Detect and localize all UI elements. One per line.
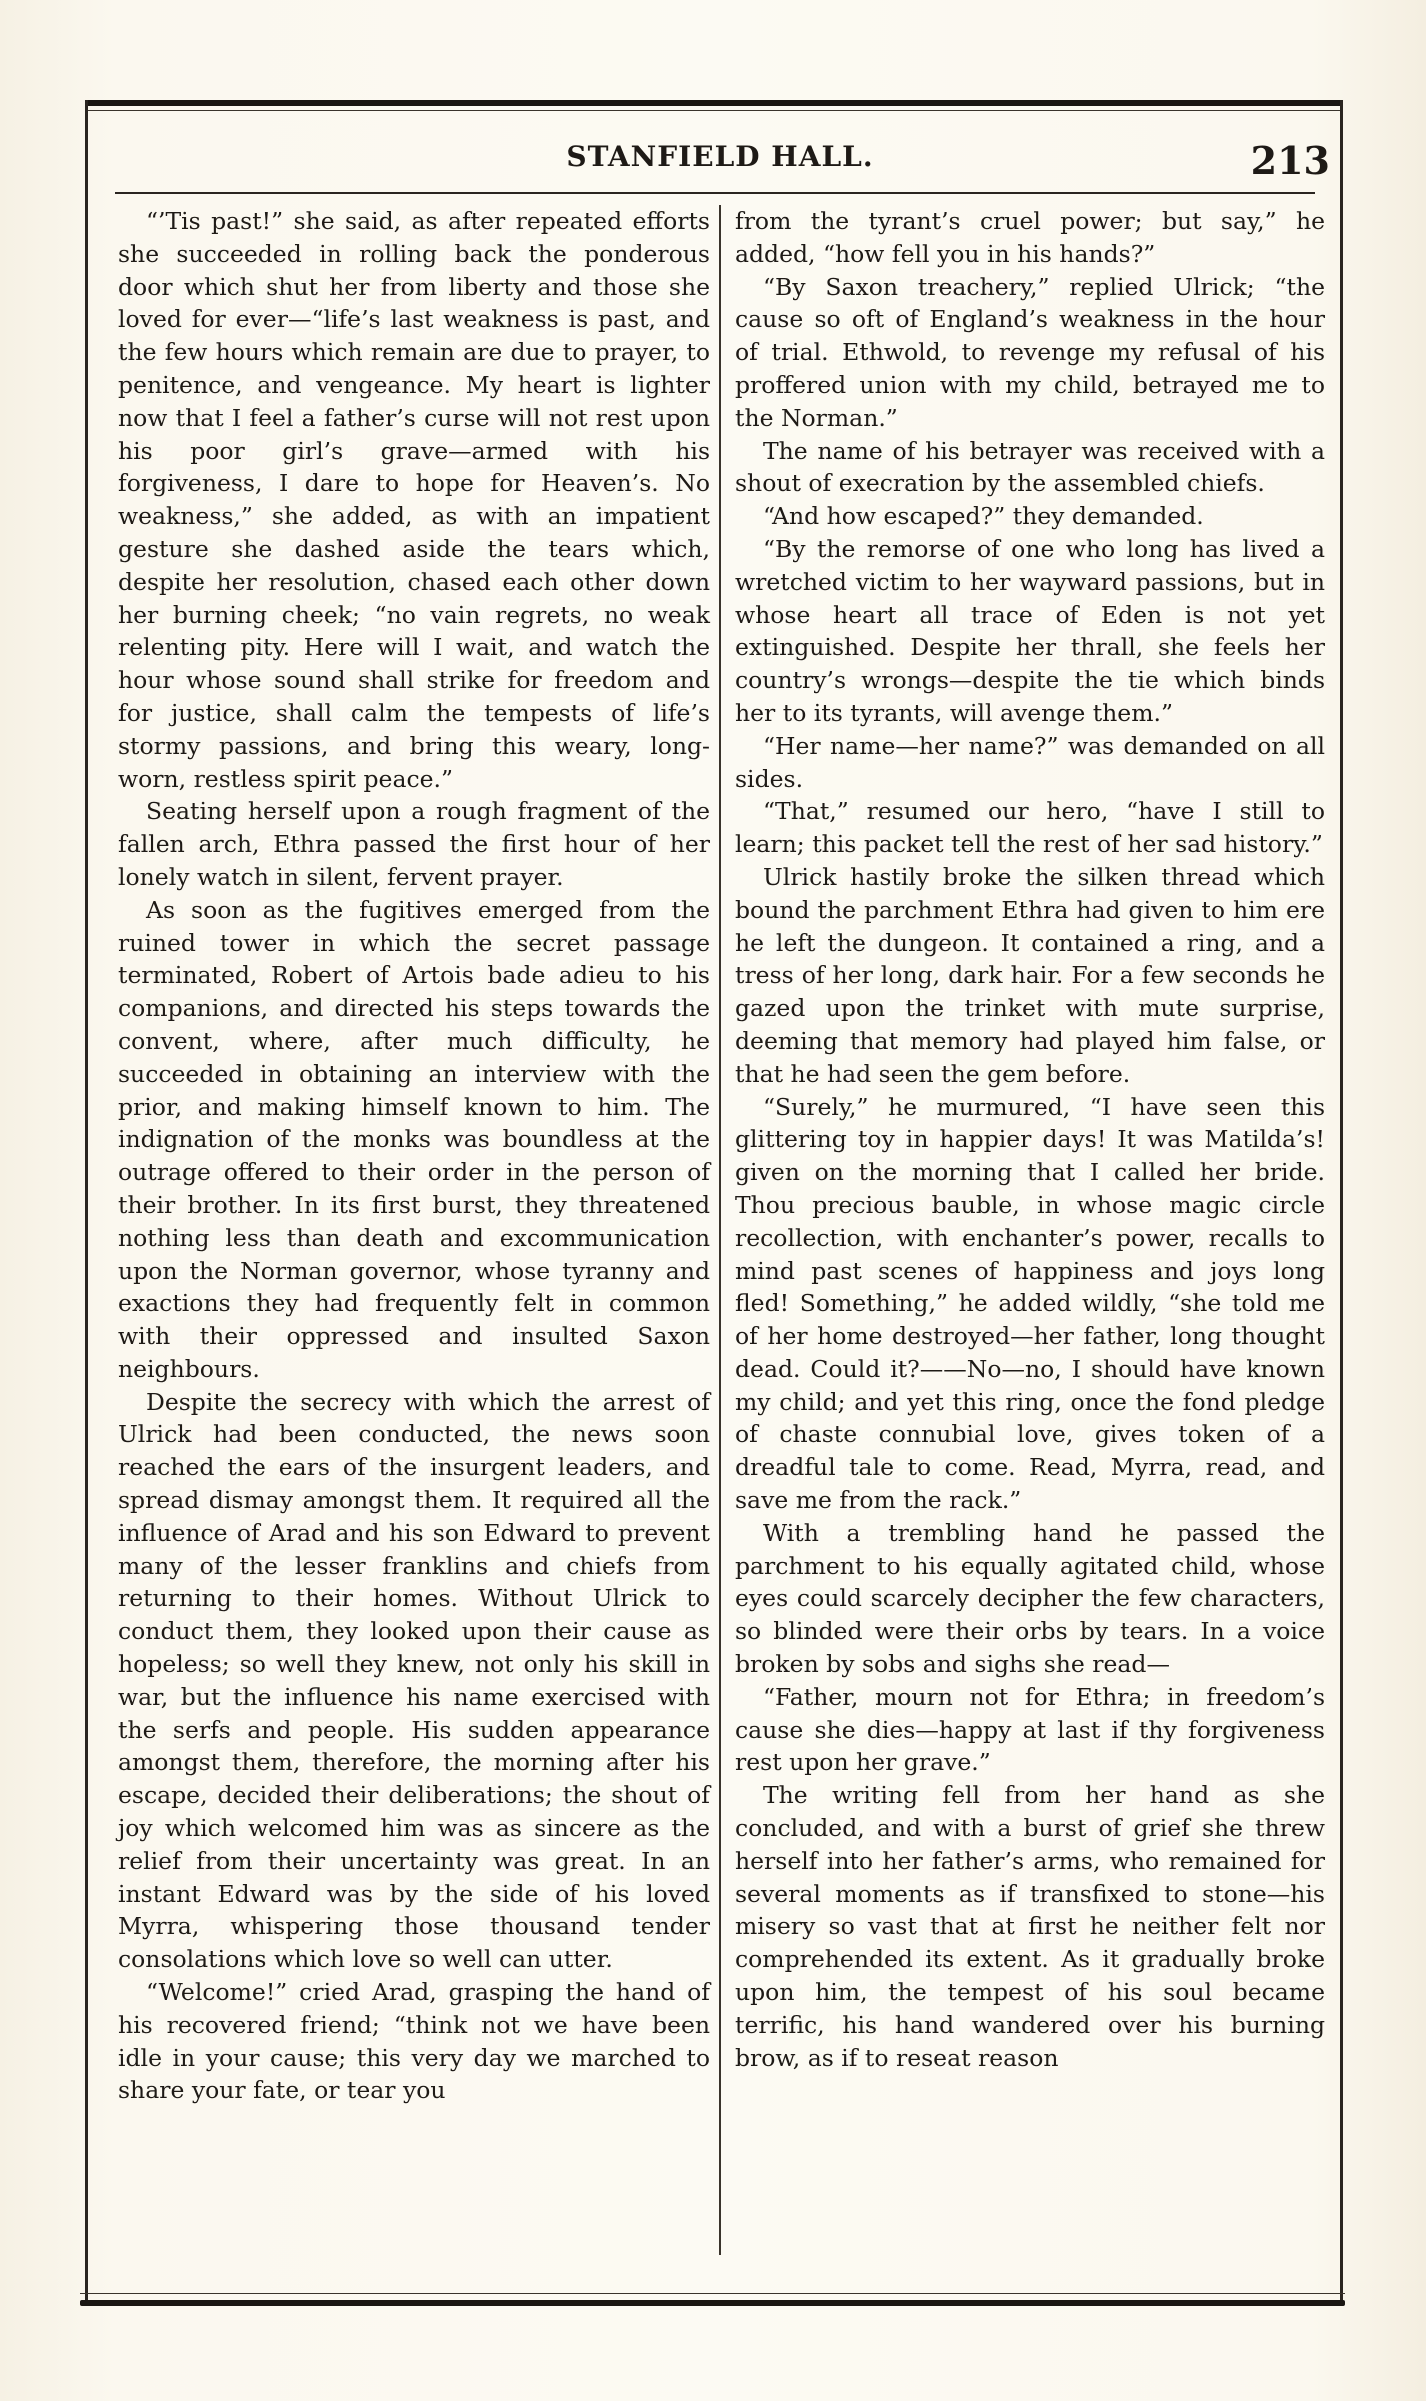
paragraph: “By the remorse of one who long has lived a wretched victim to her wayward passions, but in whose heart all trace of Eden is not yet extinguished. Despite her thrall, she feels her country’s wrongs—despite the tie which binds her to its tyrants, will avenge them.” — [735, 534, 1325, 727]
top-border-rule — [85, 100, 1343, 106]
paragraph: Ulrick hastily broke the silken thread which bound the parchment Ethra had given to him ere he left the dungeon. It contained a ring, and a tress of her long, dark hair. For a few seconds he gazed upon the trinket with mute surprise, deeming that memory had played him false, or that he had seen the gem before. — [735, 862, 1325, 1088]
bottom-border-rule-thin — [80, 2293, 1345, 2294]
paragraph: “That,” resumed our hero, “have I still to learn; this packet tell the rest of her sad history.” — [735, 797, 1325, 859]
column-divider — [719, 205, 721, 2255]
bottom-border-rule — [80, 2300, 1345, 2306]
page-number: 213 — [1250, 138, 1330, 183]
paragraph: “Her name—her name?” was demanded on all sides. — [735, 731, 1325, 793]
right-border-rule — [1340, 100, 1343, 2306]
paragraph: Seating herself upon a rough fragment of the fallen arch, Ethra passed the first hour of her lonely watch in silent, fervent prayer. — [118, 797, 710, 891]
paragraph: “And how escaped?” they demanded. — [763, 502, 1204, 531]
paragraph: With a trembling hand he passed the parchment to his equally agitated child, whose eyes could scarcely decipher the few characters, so blinded were their orbs by tears. In a voice broken by sobs and sighs she read— — [735, 1518, 1325, 1679]
right-text-column — [735, 205, 1325, 2074]
paragraph: As soon as the fugitives emerged from the ruined tower in which the secret passage terminated, Robert of Artois bade adieu to his companions, and directed his steps towards the convent, where, after much difficulty, he succeeded in obtaining an interview with the prior, and making himself known to him. The indignation of the monks was boundless at the outrage offered to their order in the person of their brother. In its first burst, they threatened nothing less than death and excommunication upon the Norman governor, whose tyranny and exactions they had frequently felt in common with their oppressed and insulted Saxon neighbours. — [118, 895, 710, 1383]
top-border-rule-thin — [85, 110, 1343, 111]
header-rule — [115, 192, 1315, 194]
running-title: STANFIELD HALL. — [566, 140, 874, 173]
left-border-rule — [85, 100, 88, 2306]
paragraph: “Welcome!” cried Arad, grasping the hand of his recovered friend; “think not we have been idle in your cause; this very day we marched to share your fate, or tear you — [118, 1978, 710, 2105]
paragraph: “’Tis past!” she said, as after repeated efforts she succeeded in rolling back the ponderous door which shut her from liberty and those she loved for ever—“life’s last weakness is past, and the few hours which remain are due to prayer, to penitence, and vengeance. My heart is lighter now that I feel a father’s curse will not rest upon his poor girl’s grave—armed with his forgiveness, I dare to hope for Heaven’s. No weakness,” she added, as with an impatient gesture she dashed aside the tears which, despite her resolution, chased each other down her burning cheek; “no vain regrets, no weak relenting pity. Here will I wait, and watch the hour whose sound shall strike for freedom and for justice, shall calm the tempests of life’s stormy passions, and bring this weary, long-worn, restless spirit peace.” — [118, 207, 710, 793]
paragraph: The writing fell from her hand as she concluded, and with a burst of grief she threw herself into her father’s arms, who remained for several moments as if transfixed to stone—his misery so vast that at first he neither felt nor comprehended its extent. As it gradually broke upon him, the tempest of his soul became terrific, his hand wandered over his burning brow, as if to reseat reason — [735, 1781, 1325, 2072]
paragraph: “Father, mourn not for Ethra; in freedom’s cause she dies—happy at last if thy forgiveness rest upon her grave.” — [735, 1682, 1325, 1777]
paragraph: “By Saxon treachery,” replied Ulrick; “the cause so oft of England’s weakness in the hour of trial. Ethwold, to revenge my refusal of his proffered union with my child, betrayed me to the Norman.” — [735, 272, 1325, 432]
left-text-column — [118, 205, 710, 2107]
paragraph: The name of his betrayer was received with a shout of execration by the assembled chiefs. — [735, 436, 1325, 498]
paragraph: “Surely,” he murmured, “I have seen this glittering toy in happier days! It was Matilda’s! given on the morning that I called her bride. Thou precious bauble, in whose magic circle recollection, with enchanter’s power, recalls to mind past scenes of happiness and joys long fled! Something,” he added wildly, “she told me of her home destroyed—her father, long thought dead. Could it?——No—no, I should have known my child; and yet this ring, once the fond pledge of chaste connubial love, gives token of a dreadful tale to come. Read, Myrra, read, and save me from the rack.” — [735, 1092, 1325, 1515]
paragraph-continued: from the tyrant’s cruel power; but say,” he added, “how fell you in his hands?” — [735, 207, 1325, 268]
paragraph: Despite the secrecy with which the arrest of Ulrick had been conducted, the news soon reached the ears of the insurgent leaders, and spread dismay amongst them. It required all the influence of Arad and his son Edward to prevent many of the lesser franklins and chiefs from returning to their homes. Without Ulrick to conduct them, they looked upon their cause as hopeless; so well they knew, not only his skill in war, but the influence his name exercised with the serfs and people. His sudden appearance amongst them, therefore, the morning after his escape, decided their deliberations; the shout of joy which welcomed him was as sincere as the relief from their uncertainty was great. In an instant Edward was by the side of his loved Myrra, whispering those thousand tender consolations which love so well can utter. — [118, 1387, 710, 1974]
